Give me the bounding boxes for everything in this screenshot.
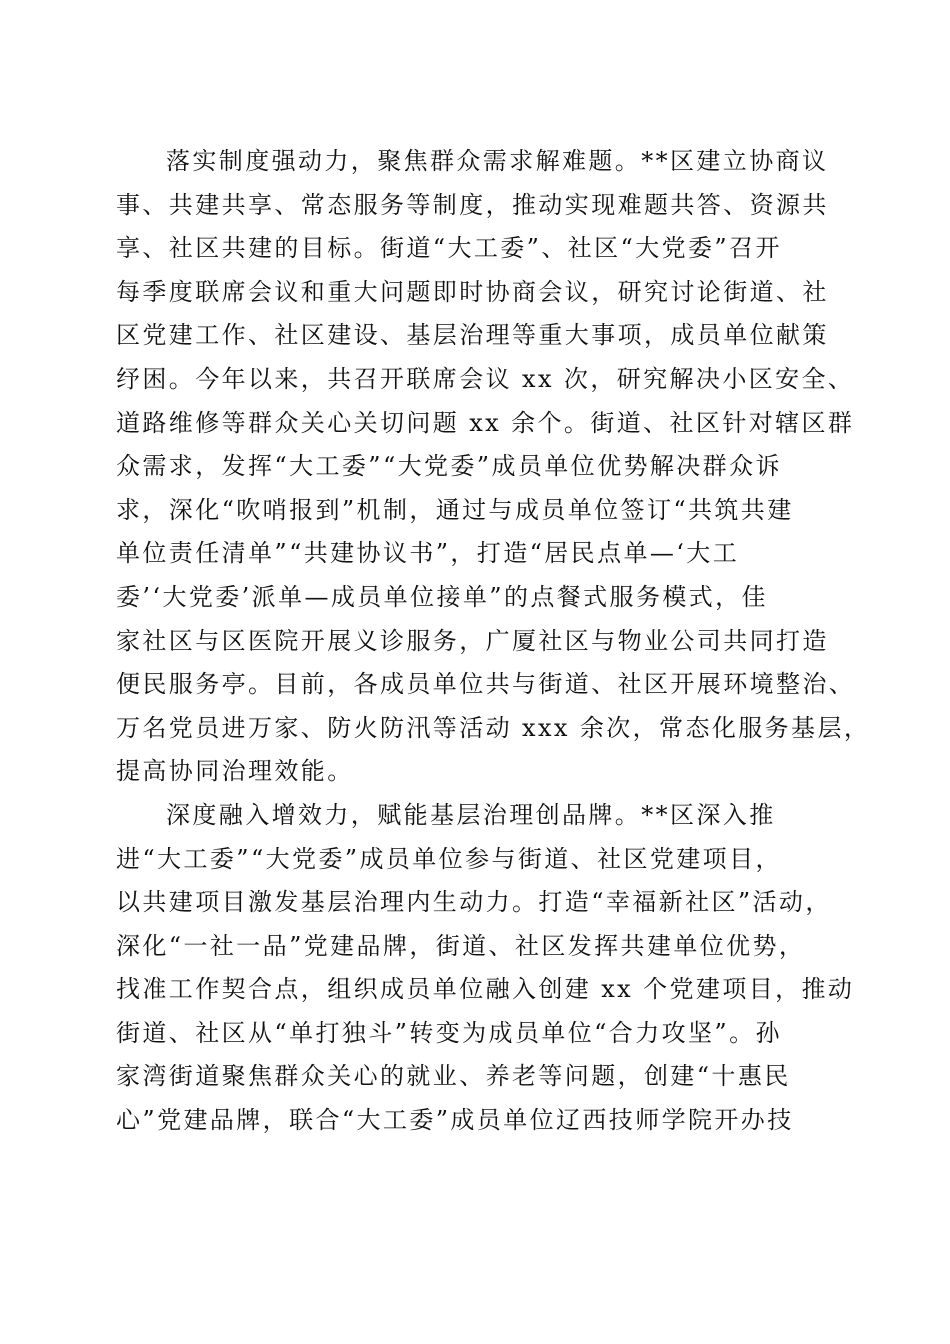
text-line: 深化“一社一品”党建品牌，街道、社区发挥共建单位优势， <box>116 931 806 960</box>
text-line: 便民服务亭。目前，各成员单位共与街道、社区开展环境整治、 <box>116 670 856 699</box>
text-line: 单位责任清单”“共建协议书”，打造“居民点单—‘大工 <box>116 539 740 568</box>
text-line: 进“大工委”“大党委”成员单位参与街道、社区党建项目， <box>116 844 782 873</box>
paragraph-1 <box>116 140 871 794</box>
text-line: 委’‘大党委’派单—成员单位接单”的点餐式服务模式，佳 <box>116 582 768 611</box>
text-line: 区党建工作、社区建设、基层治理等重大事项，成员单位献策 <box>116 321 829 350</box>
paragraph-2 <box>116 794 855 1143</box>
text-line: 求，深化“吹哨报到”机制，通过与成员单位签订“共筑共建 <box>116 495 794 524</box>
text-line: 找准工作契合点，组织成员单位融入创建 xx 个党建项目，推动 <box>116 975 855 1004</box>
text-line: 万名党员进万家、防火防汛等活动 xxx 余次，常态化服务基层， <box>116 713 871 742</box>
text-line: 每季度联席会议和重大问题即时协商会议，研究讨论街道、社 <box>116 277 829 306</box>
text-line: 家湾街道聚焦群众关心的就业、养老等问题，创建“十惠民 <box>116 1062 791 1091</box>
text-line: 家社区与区医院开展义诊服务，广厦社区与物业公司共同打造 <box>116 626 829 655</box>
text-line: 以共建项目激发基层治理内生动力。打造“幸福新社区”活动， <box>116 888 832 917</box>
text-line: 街道、社区从“单打独斗”转变为成员单位“合力攻坚”。孙 <box>116 1018 782 1047</box>
document-body <box>116 140 871 1143</box>
text-line: 道路维修等群众关心关切问题 xx 余个。街道、社区针对辖区群 <box>116 408 855 437</box>
text-line: 众需求，发挥“大工委”“大党委”成员单位优势解决群众诉 <box>116 452 782 481</box>
text-line: 纾困。今年以来，共召开联席会议 xx 次，研究解决小区安全、 <box>116 364 855 393</box>
text-line: 提高协同治理效能。 <box>116 757 354 786</box>
text-line: 心”党建品牌，联合“大工委”成员单位辽西技师学院开办技 <box>116 1106 794 1135</box>
text-line: 享、社区共建的目标。街道“大工委”、社区“大党委”召开 <box>116 234 782 263</box>
text-line: 深度融入增效力，赋能基层治理创品牌。**区深入推 <box>166 800 776 829</box>
text-line: 事、共建共享、常态服务等制度，推动实现难题共答、资源共 <box>116 190 829 219</box>
text-line: 落实制度强动力，聚焦群众需求解难题。**区建立协商议 <box>166 147 829 175</box>
